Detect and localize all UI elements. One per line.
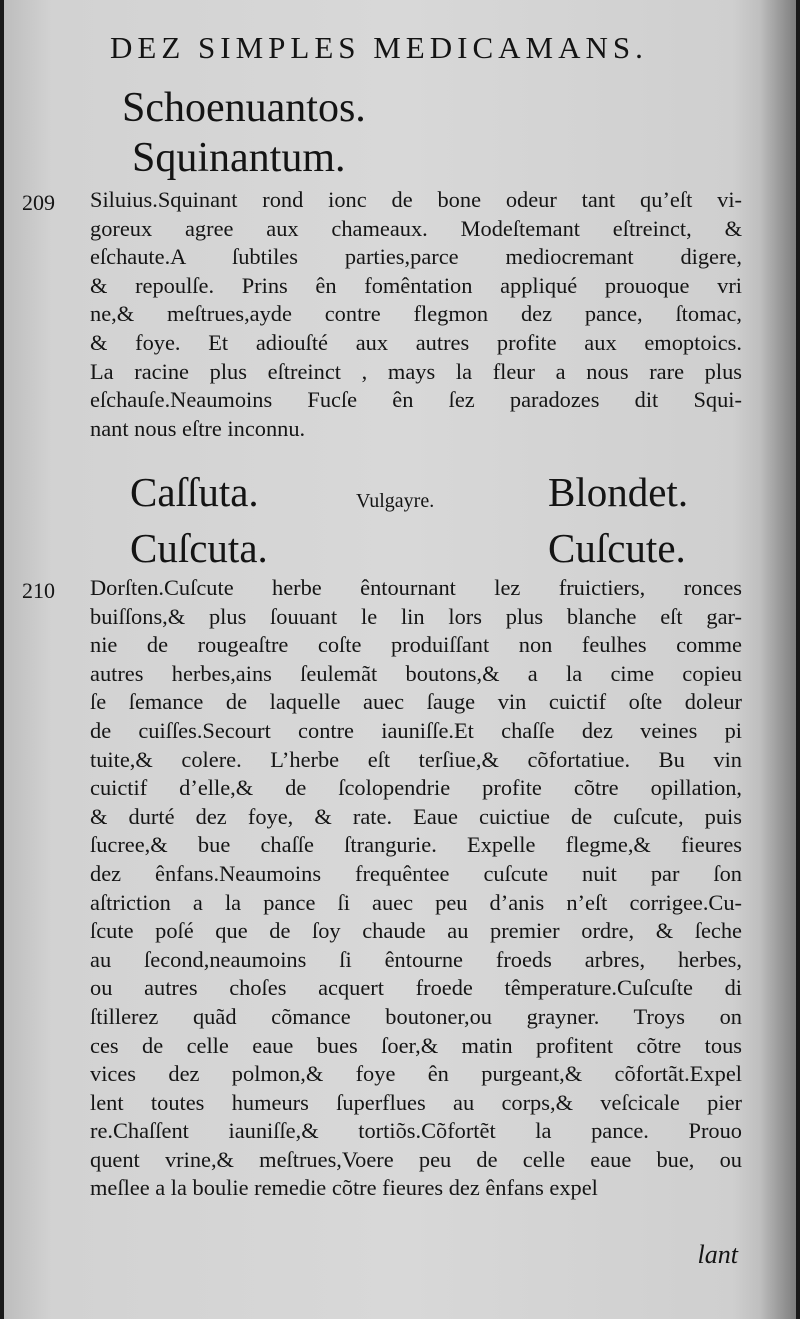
text-line: nie de rougeaſtre coſte produiſſant non feulhes comme [90,632,742,658]
text-line: ſe ſemance de laquelle auec ſauge vin cuictif oſte doleur [90,689,742,715]
text-line: autres herbes,ains ſeulemãt boutons,& a la cime copieu [90,660,742,686]
section-title-greek: Schoenuantos. [122,85,366,131]
vernacular-label: Vulgayre. [356,490,435,512]
text-line: nant nous eſtre inconnu. [90,415,306,441]
marginal-number-209: 209 [22,190,55,215]
text-line: ou autres choſes acquert froede têmperature.Cuſcuſte di [90,975,742,1001]
text-line: au ſecond,neaumoins ſi êntourne froeds arbres, herbes, [90,946,742,972]
text-line: ne,& meſtrues,ayde contre flegmon dez pance, ſtomac, [90,301,742,327]
book-page [4,0,796,1319]
text-line: lent toutes humeurs ſuperflues au corps,& veſcicale pier [90,1089,742,1115]
text-line: ces de celle eaue bues ſoer,& matin profitent cõtre tous [90,1032,742,1058]
text-line: ſucree,& bue chaſſe ſtrangurie. Expelle flegme,& fieures [90,832,742,858]
text-line: de cuiſſes.Secourt contre iauniſſe.Et chaſſe dez veines pi [90,717,742,743]
text-line: tuite,& colere. L’herbe eſt terſiue,& cõfortatiue. Bu vin [90,746,742,772]
text-line: re.Chaſſent iauniſſe,& tortiõs.Cõfortẽt la pance. Prouo [90,1118,742,1144]
paragraph-squinantum [90,186,742,443]
text-line: cuictif d’elle,& de ſcolopendrie profite cõtre opillation, [90,775,742,801]
catchword: lant [697,1240,738,1269]
section-title-blondet: Blondet. [548,469,689,515]
text-line: La racine plus eſtreinct , mays la fleur a nous rare plus [90,358,742,384]
text-line: ſcute poſé que de ſoy chaude au premier ordre, & ſeche [90,918,742,944]
marginal-number-210: 210 [22,578,55,603]
text-line: dez ênfans.Neaumoins frequêntee cuſcute nuit par ſon [90,860,742,886]
text-line: goreux agree aux chameaux. Modeſtemant eſtreinct, & [90,215,742,241]
text-line: & repoulſe. Prins ên fomêntation appliqué prouoque vri [90,272,742,298]
text-line: & foye. Et adiouſté aux autres profite aux emoptoics. [90,329,742,355]
text-line: ſtillerez quãd cõmance boutoner,ou grayner. Troys on [90,1003,742,1029]
text-line: buiſſons,& plus ſouuant le lin lors plus blanche eſt gar- [90,603,742,629]
section-title-latin: Squinantum. [132,135,346,181]
text-line: aſtriction a la pance ſi auec peu d’anis n’eſt corrigee.Cu- [90,889,742,915]
running-header: DEZ SIMPLES MEDICAMANS. [110,30,648,65]
page-edge-shadow [760,0,796,1319]
section-title-cuscuta: Cuſcuta. [130,525,268,571]
text-line: meſlee a la boulie remedie cõtre fieures dez ênfans expel [90,1175,598,1201]
text-line: Siluius.Squinant rond ionc de bone odeur tant qu’eſt vi- [90,187,742,212]
paragraph-cuscute [90,574,742,1203]
text-line: Dorſten.Cuſcute herbe êntournant lez fruictiers, ronces [90,575,742,600]
text-line: & durté dez foye, & rate. Eaue cuictiue de cuſcute, puis [90,803,742,829]
text-line: eſchauſe.Neaumoins Fucſe ên ſez paradozes dit Squi- [90,387,742,413]
section-title-cassuta: Caſſuta. [130,469,259,515]
text-line: eſchaute.A ſubtiles parties,parce mediocremant digere, [90,244,742,270]
section-title-cuscute: Cuſcute. [548,525,686,571]
text-line: vices dez polmon,& foye ên purgeant,& cõfortãt.Expel [90,1061,742,1087]
text-line: quent vrine,& meſtrues,Voere peu de celle eaue bue, ou [90,1146,742,1172]
